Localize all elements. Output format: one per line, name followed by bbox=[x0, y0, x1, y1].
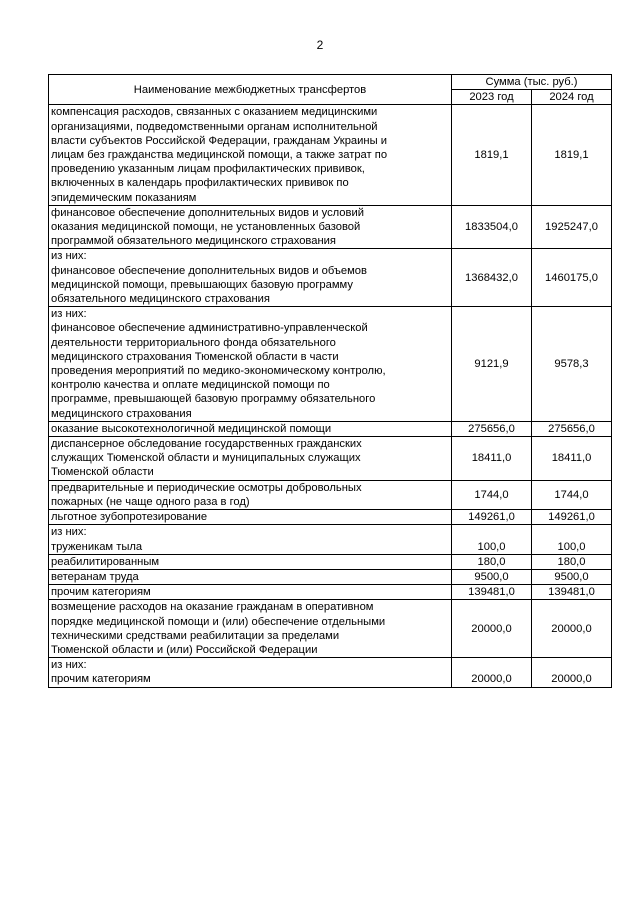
value-2023: 1833504,0 bbox=[452, 205, 532, 249]
transfer-name-line: эпидемическим показаниям bbox=[51, 191, 197, 204]
value-2024: 275656,0 bbox=[532, 421, 612, 436]
transfer-name-cell bbox=[49, 249, 452, 307]
table-row bbox=[49, 510, 612, 525]
transfer-name-line: возмещение расходов на оказание гражданам в оперативном bbox=[51, 601, 374, 614]
transfer-name-cell bbox=[49, 437, 452, 481]
table-row bbox=[49, 437, 612, 481]
value-2024: 9578,3 bbox=[532, 307, 612, 422]
transfer-name-line: программе, превышающей базовую программу обязательного bbox=[51, 393, 376, 406]
value-2024: 100,0 bbox=[532, 525, 612, 554]
transfer-name-line: власти субъектов Российской Федерации, гражданам Украины и bbox=[51, 134, 387, 147]
transfer-name-cell bbox=[49, 585, 452, 600]
transfer-name-line: льготное зубопротезирование bbox=[51, 511, 208, 524]
transfers-table bbox=[48, 74, 612, 688]
transfer-name-line: компенсация расходов, связанных с оказанием медицинскими bbox=[51, 106, 378, 119]
header-name: Наименование межбюджетных трансфертов bbox=[49, 75, 452, 105]
value-2023: 139481,0 bbox=[452, 585, 532, 600]
value-2024: 20000,0 bbox=[532, 658, 612, 687]
transfer-name-cell bbox=[49, 600, 452, 658]
value-2023: 1368432,0 bbox=[452, 249, 532, 307]
transfer-name-cell bbox=[49, 205, 452, 249]
transfer-name-line: проведения мероприятий по медико-экономическому контролю, bbox=[51, 365, 386, 378]
transfer-name-line: прочим категориям bbox=[51, 673, 151, 686]
value-2024: 180,0 bbox=[532, 554, 612, 569]
value-2023: 20000,0 bbox=[452, 658, 532, 687]
transfer-name-line: деятельности территориального фонда обязательного bbox=[51, 336, 336, 349]
page-number: 2 bbox=[316, 38, 324, 52]
transfer-name-line: из них: bbox=[51, 659, 87, 672]
transfer-name-line: Тюменской области и (или) Российской Федерации bbox=[51, 643, 318, 656]
value-2023: 1819,1 bbox=[452, 105, 532, 205]
table-row bbox=[49, 249, 612, 307]
table-row bbox=[49, 600, 612, 658]
transfer-name-line: включенных в календарь профилактических прививок по bbox=[51, 177, 349, 190]
table-row bbox=[49, 585, 612, 600]
transfer-name-line: прочим категориям bbox=[51, 586, 151, 599]
table-row bbox=[49, 554, 612, 569]
transfer-name-line: служащих Тюменской области и муниципальных служащих bbox=[51, 452, 361, 465]
value-2023: 180,0 bbox=[452, 554, 532, 569]
value-2023: 20000,0 bbox=[452, 600, 532, 658]
transfer-name-line: из них: bbox=[51, 526, 87, 539]
value-2024: 1460175,0 bbox=[532, 249, 612, 307]
value-2023: 275656,0 bbox=[452, 421, 532, 436]
table-row bbox=[49, 525, 612, 554]
transfer-name-line: финансовое обеспечение административно-управленческой bbox=[51, 322, 368, 335]
value-2024: 139481,0 bbox=[532, 585, 612, 600]
transfer-name-line: диспансерное обследование государственных гражданских bbox=[51, 438, 362, 451]
transfer-name-line: обязательного медицинского страхования bbox=[51, 293, 270, 306]
transfer-name-line: проведению указанным лицам профилактических прививок, bbox=[51, 163, 365, 176]
header-year-2023: 2023 год bbox=[452, 90, 532, 105]
table-body bbox=[49, 105, 612, 687]
value-2024: 1819,1 bbox=[532, 105, 612, 205]
transfer-name-line: порядке медицинской помощи и (или) обеспечение отдельными bbox=[51, 615, 386, 628]
transfer-name-line: организациями, подведомственными органам исполнительной bbox=[51, 120, 378, 133]
table-row bbox=[49, 307, 612, 422]
value-2023: 18411,0 bbox=[452, 437, 532, 481]
transfer-name-line: из них: bbox=[51, 250, 87, 263]
transfer-name-line: медицинского страхования bbox=[51, 407, 192, 420]
transfer-name-line: медицинского страхования Тюменской области в части bbox=[51, 350, 339, 363]
transfer-name-cell bbox=[49, 658, 452, 687]
transfer-name-cell bbox=[49, 105, 452, 205]
transfer-name-line: ветеранам труда bbox=[51, 570, 139, 583]
header-sum: Сумма (тыс. руб.) bbox=[452, 75, 612, 90]
value-2023: 100,0 bbox=[452, 525, 532, 554]
transfer-name-line: лицам без гражданства медицинской помощи, а также затрат по bbox=[51, 149, 388, 162]
transfer-name-line: предварительные и периодические осмотры добровольных bbox=[51, 481, 362, 494]
value-2024: 149261,0 bbox=[532, 510, 612, 525]
transfer-name-cell bbox=[49, 480, 452, 509]
transfer-name-line: контролю качества и оплате медицинской помощи по bbox=[51, 379, 330, 392]
transfer-name-line: техническими средствами реабилитации за пределами bbox=[51, 629, 340, 642]
transfer-name-line: медицинской помощи, превышающих базовую программу bbox=[51, 278, 353, 291]
transfer-name-cell bbox=[49, 554, 452, 569]
value-2023: 149261,0 bbox=[452, 510, 532, 525]
transfer-name-line: финансовое обеспечение дополнительных видов и условий bbox=[51, 206, 364, 219]
transfer-name-line: оказания медицинской помощи, не установленных базовой bbox=[51, 221, 361, 234]
transfer-name-line: программой обязательного медицинского страхования bbox=[51, 235, 336, 248]
value-2023: 9500,0 bbox=[452, 569, 532, 584]
transfer-name-line: Тюменской области bbox=[51, 466, 154, 479]
transfer-name-line: из них: bbox=[51, 308, 87, 321]
value-2024: 20000,0 bbox=[532, 600, 612, 658]
transfer-name-line: финансовое обеспечение дополнительных видов и объемов bbox=[51, 264, 367, 277]
transfer-name-cell bbox=[49, 510, 452, 525]
value-2023: 9121,9 bbox=[452, 307, 532, 422]
header-year-2024: 2024 год bbox=[532, 90, 612, 105]
value-2024: 18411,0 bbox=[532, 437, 612, 481]
table-row bbox=[49, 480, 612, 509]
transfer-name-line: пожарных (не чаще одного раза в год) bbox=[51, 495, 250, 508]
value-2023: 1744,0 bbox=[452, 480, 532, 509]
table-row bbox=[49, 205, 612, 249]
value-2024: 1744,0 bbox=[532, 480, 612, 509]
transfer-name-cell bbox=[49, 569, 452, 584]
table-row bbox=[49, 569, 612, 584]
transfer-name-line: оказание высокотехнологичной медицинской помощи bbox=[51, 422, 332, 435]
transfer-name-line: реабилитированным bbox=[51, 555, 160, 568]
transfer-name-cell bbox=[49, 525, 452, 554]
transfer-name-line: труженикам тыла bbox=[51, 540, 143, 553]
table-row bbox=[49, 105, 612, 205]
table-row bbox=[49, 658, 612, 687]
table-row bbox=[49, 421, 612, 436]
value-2024: 9500,0 bbox=[532, 569, 612, 584]
value-2024: 1925247,0 bbox=[532, 205, 612, 249]
transfer-name-cell bbox=[49, 307, 452, 422]
transfer-name-cell bbox=[49, 421, 452, 436]
